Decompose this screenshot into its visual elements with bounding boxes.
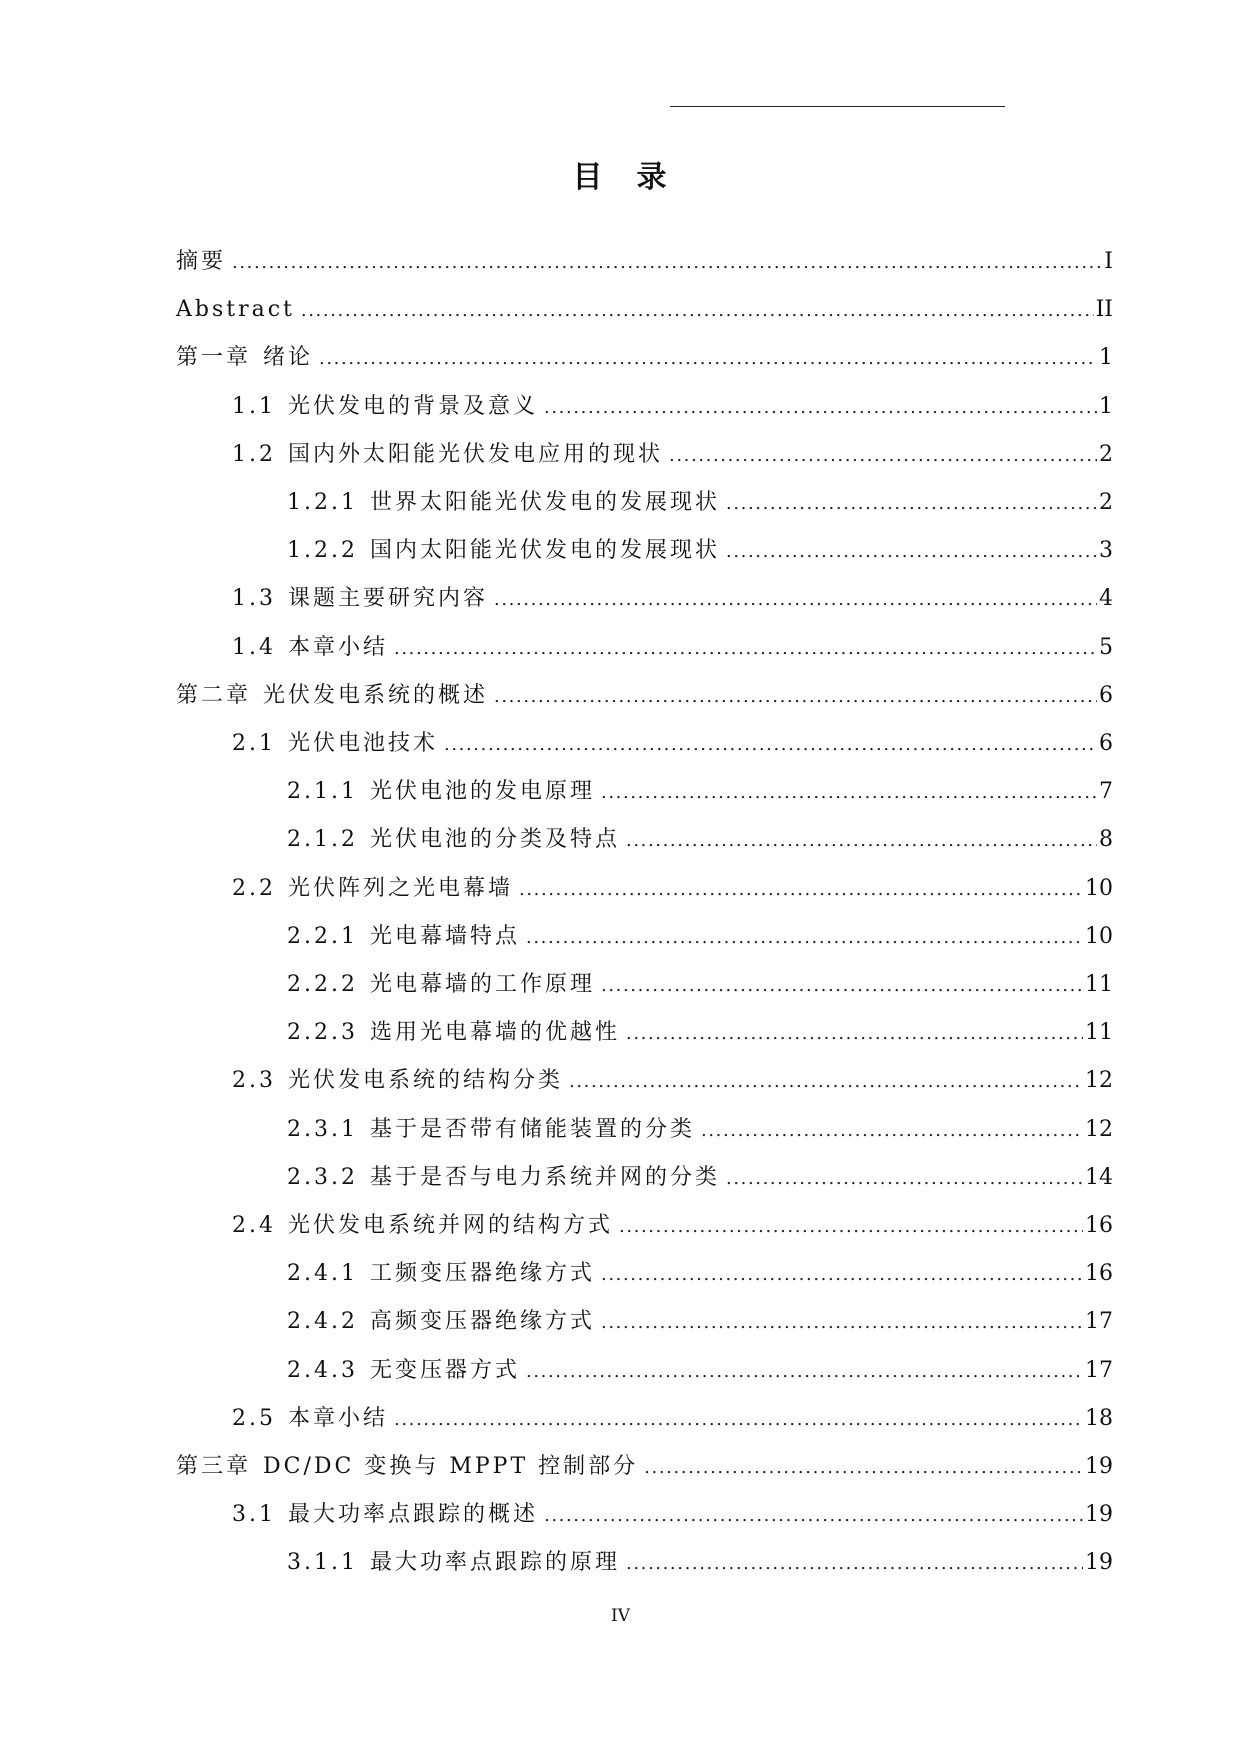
toc-entry-number: 1.1 [232,393,276,419]
toc-dot-leader [494,679,1097,715]
toc-entry-page: 5 [1099,634,1113,660]
toc-dot-leader [619,1209,1083,1245]
toc-entry-page: 6 [1099,731,1113,756]
toc-entry-label: 最大功率点跟踪的概述 [288,1502,539,1528]
toc-entry-page: 10 [1085,875,1113,901]
toc-dot-leader [526,920,1083,956]
toc-entry-number: 1.4 [232,634,276,660]
toc-dot-leader [601,1305,1083,1341]
toc-entry-page: 17 [1085,1309,1113,1335]
toc-dot-leader [526,1354,1083,1390]
toc-entry-number: 2.4 [232,1213,276,1238]
toc-dot-leader [319,341,1097,377]
toc-dot-leader [394,1402,1083,1438]
toc-entry-label: 摘要 [176,249,227,274]
toc-entry-label: 光伏发电的背景及意义 [288,393,539,419]
toc-entry[interactable] [232,1208,1113,1244]
toc-entry-number: 2.5 [232,1405,276,1431]
toc-entry-page: II [1095,297,1113,323]
toc-entry[interactable] [176,244,1113,280]
toc-entry[interactable] [176,292,1113,328]
toc-entry-label: 光伏电池技术 [288,731,439,756]
toc-entry-label: 绪论 [263,345,314,371]
toc-entry[interactable] [176,340,1113,376]
toc-entry-number: 2.3.1 [287,1116,358,1142]
toc-entry[interactable] [287,1353,1113,1389]
toc-entry-label: 工频变压器绝缘方式 [369,1261,595,1287]
toc-dot-leader [626,1546,1083,1582]
toc-entry-label: 光伏发电系统并网的结构方式 [288,1213,614,1238]
toc-entry-number: 2.4.3 [287,1357,358,1383]
toc-dot-leader [544,390,1097,426]
toc-entry-number: 第三章 [176,1454,252,1479]
toc-entry-label: 基于是否与电力系统并网的分类 [369,1164,720,1190]
toc-entry-label: 光电幕墙特点 [369,923,520,949]
toc-dot-leader [726,486,1097,522]
toc-dot-leader [444,727,1097,763]
toc-entry-number: 2.3 [232,1068,276,1094]
toc-entry-label: 高频变压器绝缘方式 [369,1309,595,1335]
toc-entry-label: 国内太阳能光伏发电的发展现状 [369,538,720,564]
toc-dot-leader [494,582,1097,618]
toc-entry[interactable] [232,581,1113,617]
toc-entry-number: 1.2 [232,441,276,467]
toc-entry[interactable] [232,437,1113,473]
toc-dot-leader [394,631,1097,667]
toc-dot-leader [569,1064,1083,1100]
toc-entry-page: 7 [1099,779,1113,805]
toc-entry-page: 17 [1085,1357,1113,1383]
toc-entry[interactable] [176,678,1113,714]
toc-entry-label: 最大功率点跟踪的原理 [369,1550,620,1576]
toc-entry-page: 16 [1085,1213,1113,1238]
toc-entry-number: 2.3.2 [287,1164,358,1190]
toc-entry[interactable] [287,967,1113,1003]
toc-dot-leader [232,245,1102,281]
toc-entry-label: 基于是否带有储能装置的分类 [369,1116,695,1142]
toc-entry-label: 国内外太阳能光伏发电应用的现状 [288,441,664,467]
toc-entry-number: 2.1.2 [287,827,358,853]
toc-entry[interactable] [287,533,1113,569]
toc-entry-number: 2.2.3 [287,1020,358,1046]
toc-entry[interactable] [232,630,1113,666]
toc-entry-page: 16 [1085,1261,1113,1287]
toc-entry-label: 世界太阳能光伏发电的发展现状 [369,490,720,515]
page-title: 目 录 [572,160,669,195]
toc-entry[interactable] [232,1063,1113,1099]
toc-entry-number: 2.2.1 [287,923,358,949]
toc-entry-page: 11 [1085,972,1113,997]
toc-entry[interactable] [287,822,1113,858]
toc-entry-number: 2.4.2 [287,1309,358,1335]
toc-entry[interactable] [287,1015,1113,1051]
toc-entry-page: 19 [1085,1550,1113,1576]
toc-entry-page: 8 [1099,827,1113,853]
toc-entry-number: 1.2.1 [287,490,358,515]
toc-dot-leader [601,968,1083,1004]
toc-dot-leader [626,1016,1083,1052]
toc-entry-page: 11 [1085,1020,1113,1046]
toc-entry-label: 课题主要研究内容 [288,586,489,612]
toc-entry-number: 3.1.1 [287,1550,358,1576]
toc-dot-leader [601,775,1097,811]
toc-entry-number: 2.1.1 [287,779,358,805]
toc-entry-number: 1.3 [232,586,276,612]
toc-entry-number: 3.1 [232,1502,276,1528]
toc-entry-label: 本章小结 [288,634,389,660]
toc-entry-number: 2.2 [232,875,276,901]
toc-dot-leader [601,1257,1083,1293]
toc-entry-page: 18 [1085,1405,1113,1431]
toc-entry-label: 光伏发电系统的概述 [263,682,489,708]
toc-dot-leader [726,1161,1083,1197]
page-number: IV [611,1606,630,1626]
toc-entry-page: 6 [1099,682,1113,708]
toc-entry-label: 无变压器方式 [369,1357,520,1383]
toc-entry[interactable] [287,1112,1113,1148]
toc-entry-number: 1.2.2 [287,538,358,564]
toc-entry-page: 3 [1099,538,1113,564]
toc-entry-label: 光伏阵列之光电幕墙 [288,875,514,901]
toc-entry-label: 光伏发电系统的结构分类 [288,1068,564,1094]
toc-entry-label: 光伏电池的分类及特点 [369,827,620,853]
toc-entry[interactable] [287,485,1113,521]
toc-entry-page: 14 [1085,1164,1113,1190]
toc-dot-leader [701,1113,1083,1149]
toc-entry-label: DC/DC 变换与 MPPT 控制部分 [263,1454,639,1479]
toc-entry-page: 1 [1099,345,1113,371]
toc-entry-page: 2 [1099,441,1113,467]
toc-entry-label: Abstract [176,297,295,323]
toc-entry-number: 2.1 [232,731,276,756]
toc-entry-number: 第二章 [176,682,252,708]
toc-entry-page: 12 [1085,1116,1113,1142]
toc-dot-leader [669,438,1097,474]
toc-dot-leader [644,1450,1083,1486]
toc-entry-page: 12 [1085,1068,1113,1094]
toc-entry[interactable] [287,1545,1113,1581]
toc-entry[interactable] [287,1160,1113,1196]
toc-dot-leader [726,534,1097,570]
toc-entry-page: 2 [1099,490,1113,515]
toc-entry[interactable] [232,726,1113,762]
toc-dot-leader [301,293,1094,329]
toc-entry-number: 2.2.2 [287,972,358,997]
toc-entry-page: 1 [1099,393,1113,419]
toc-entry-page: 10 [1085,923,1113,949]
toc-entry[interactable] [232,389,1113,425]
toc-entry-page: 19 [1085,1454,1113,1479]
toc-entry[interactable] [232,1497,1113,1533]
toc-entry-label: 选用光电幕墙的优越性 [369,1020,620,1046]
toc-entry[interactable] [287,1256,1113,1292]
toc-dot-leader [626,823,1097,859]
toc-entry-number: 2.4.1 [287,1261,358,1287]
toc-entry-number: 第一章 [176,345,252,371]
toc-entry-page: I [1104,249,1113,274]
toc-entry[interactable] [232,1401,1113,1437]
toc-entry[interactable] [287,1304,1113,1340]
toc-entry-page: 4 [1099,586,1113,612]
toc-entry-label: 光伏电池的发电原理 [369,779,595,805]
toc-entry[interactable] [176,1449,1113,1485]
toc-entry-label: 光电幕墙的工作原理 [369,972,595,997]
toc-entry[interactable] [232,871,1113,907]
header-rule [670,106,1005,107]
toc-entry[interactable] [287,774,1113,810]
toc-entry-label: 本章小结 [288,1405,389,1431]
toc-dot-leader [519,872,1083,908]
toc-entry[interactable] [287,919,1113,955]
toc-entry-page: 19 [1085,1502,1113,1528]
toc-dot-leader [544,1498,1083,1534]
